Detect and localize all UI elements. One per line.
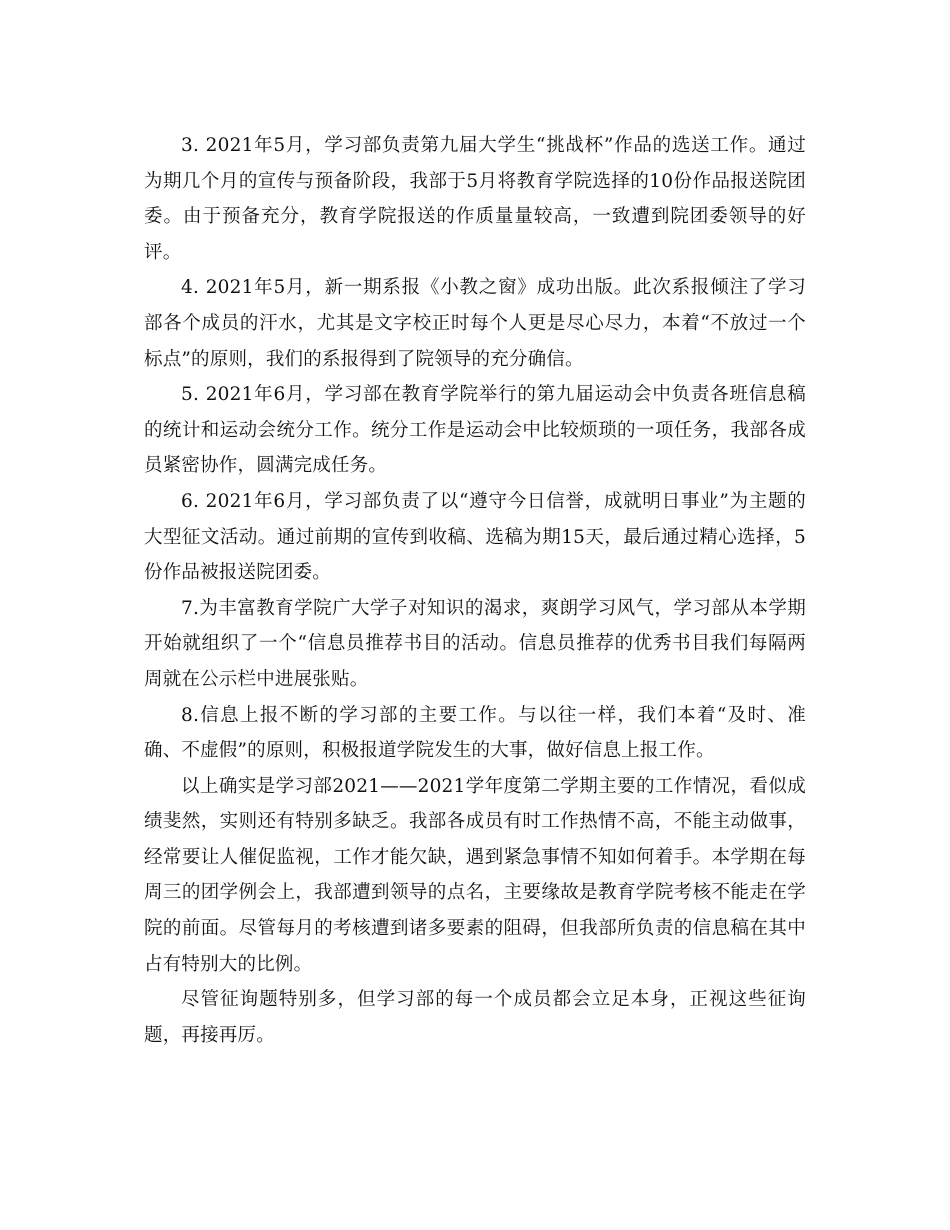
paragraph-item-8: 8.信息上报不断的学习部的主要工作。与以往一样，我们本着“及时、准确、不虚假”的原则，积极报道学院发生的大事，做好信息上报工作。: [144, 704, 806, 762]
paragraph-item-7: 7.为丰富教育学院广大学子对知识的渴求，爽朗学习风气，学习部从本学期开始就组织了一个“信息员推荐书目的活动。信息员推荐的优秀书目我们每隔两周就在公示栏中进展张贴。: [144, 597, 806, 690]
summary-paragraph: 以上确实是学习部2021——2021学年度第二学期主要的工作情况，看似成绩斐然，实则还有特别多缺乏。我部各成员有时工作热情不高，不能主动做事，经常要让人催促监视，工作才能欠缺，遇到紧急事情不知如何着手。本学期在每周三的团学例会上，我部遭到领导的点名，主要缘故是教育学院考核不能走在学院的前面。尽管每月的考核遭到诸多要素的阻碍，但我部所负责的信息稿在其中占有特别大的比例。: [144, 775, 806, 975]
document-body: [144, 128, 806, 1053]
paragraph-item-4: 4. 2021年5月，新一期系报《小教之窗》成功出版。此次系报倾注了学习部各个成员的汗水，尤其是文字校正时每个人更是尽心尽力，本着“不放过一个标点”的原则，我们的系报得到了院领导的充分确信。: [144, 277, 806, 370]
paragraph-item-5: 5. 2021年6月，学习部在教育学院举行的第九届运动会中负责各班信息稿的统计和运动会统分工作。统分工作是运动会中比较烦琐的一项任务，我部各成员紧密协作，圆满完成任务。: [144, 384, 806, 477]
paragraph-item-3: 3. 2021年5月，学习部负责第九届大学生“挑战杯”作品的选送工作。通过为期几个月的宣传与预备阶段，我部于5月将教育学院选择的10份作品报送院团委。由于预备充分，教育学院报送的作质量量较高，一致遭到院团委领导的好评。: [144, 135, 806, 263]
closing-paragraph: 尽管征询题特别多，但学习部的每一个成员都会立足本身，正视这些征询题，再接再厉。: [144, 989, 806, 1046]
paragraph-item-6: 6. 2021年6月，学习部负责了以“遵守今日信誉，成就明日事业”为主题的大型征文活动。通过前期的宣传到收稿、选稿为期15天，最后通过精心选择，5份作品被报送院团委。: [144, 490, 806, 584]
